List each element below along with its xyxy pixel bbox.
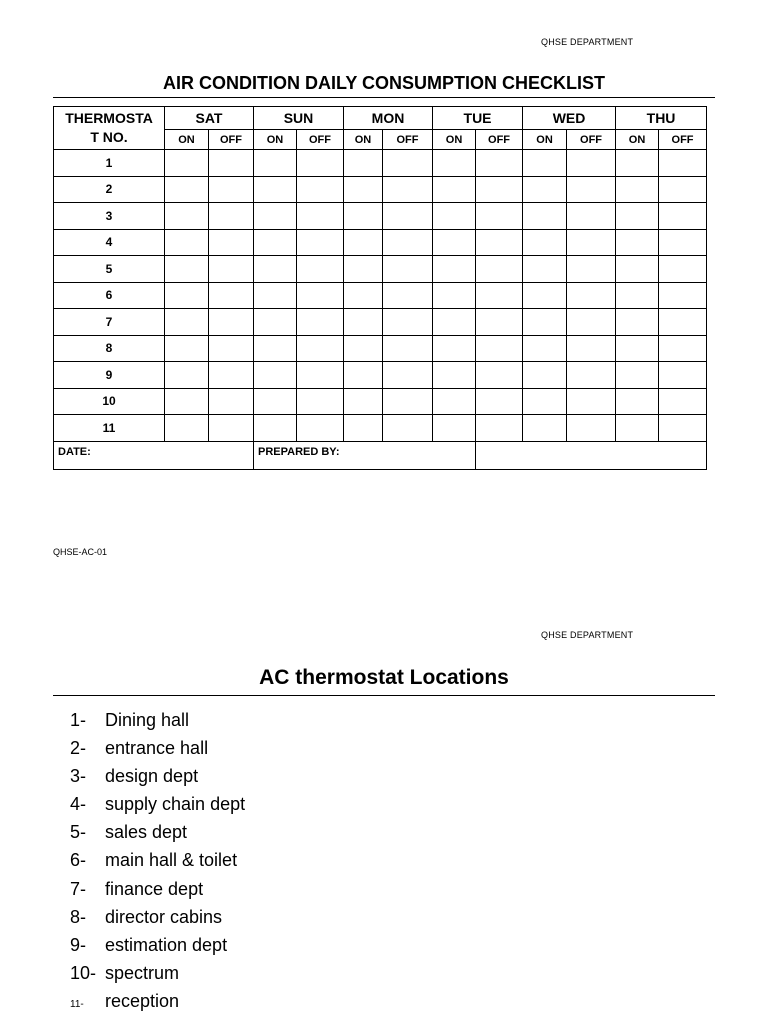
location-number: 10- (70, 962, 97, 983)
check-cell[interactable] (383, 150, 433, 177)
check-cell[interactable] (254, 150, 297, 177)
check-cell[interactable] (567, 415, 616, 442)
check-cell[interactable] (344, 256, 383, 283)
check-cell[interactable] (209, 282, 254, 309)
check-cell[interactable] (165, 309, 209, 336)
check-cell[interactable] (433, 229, 476, 256)
location-number: 8- (70, 906, 87, 927)
day-header-sun: SUN (254, 107, 344, 130)
department-label-2: QHSE DEPARTMENT (541, 630, 634, 640)
location-name: reception (105, 990, 180, 1011)
check-cell[interactable] (297, 388, 344, 415)
table-row (54, 362, 707, 389)
check-cell[interactable] (297, 150, 344, 177)
check-cell[interactable] (254, 176, 297, 203)
prepared-by-field[interactable] (254, 441, 476, 469)
check-cell[interactable] (383, 282, 433, 309)
check-cell[interactable] (344, 176, 383, 203)
date-label: DATE: (58, 445, 91, 458)
check-cell[interactable] (297, 335, 344, 362)
check-cell[interactable] (616, 415, 659, 442)
check-cell[interactable] (297, 362, 344, 389)
check-cell[interactable] (383, 256, 433, 283)
check-cell[interactable] (165, 388, 209, 415)
thermostat-number-cell: 3 (54, 203, 165, 230)
check-cell[interactable] (659, 256, 707, 283)
checklist-body (54, 150, 707, 442)
check-cell[interactable] (344, 229, 383, 256)
check-cell[interactable] (209, 335, 254, 362)
checklist-title: AIR CONDITION DAILY CONSUMPTION CHECKLIST (162, 73, 606, 93)
check-cell[interactable] (383, 176, 433, 203)
check-cell[interactable] (209, 309, 254, 336)
location-number: 9- (70, 934, 87, 955)
location-number: 11- (70, 998, 84, 1010)
check-cell[interactable] (476, 176, 523, 203)
check-cell[interactable] (659, 362, 707, 389)
thermostat-number-cell: 7 (54, 309, 165, 336)
check-cell[interactable] (209, 256, 254, 283)
location-number: 6- (70, 850, 87, 871)
check-cell[interactable] (659, 282, 707, 309)
check-cell[interactable] (523, 176, 567, 203)
check-cell[interactable] (567, 150, 616, 177)
list-item (70, 764, 245, 792)
check-cell[interactable] (383, 388, 433, 415)
location-number: 5- (70, 822, 87, 843)
check-cell[interactable] (209, 388, 254, 415)
location-name: main hall & toilet (105, 850, 238, 871)
check-cell[interactable] (476, 150, 523, 177)
check-cell[interactable] (383, 203, 433, 230)
check-cell[interactable] (616, 229, 659, 256)
check-cell[interactable] (659, 415, 707, 442)
check-cell[interactable] (344, 150, 383, 177)
check-cell[interactable] (476, 282, 523, 309)
signature-field[interactable] (476, 441, 707, 469)
on-header-wed: ON (523, 130, 567, 150)
check-cell[interactable] (476, 415, 523, 442)
date-field[interactable] (54, 441, 254, 469)
list-item (70, 736, 245, 764)
thermostat-number-header: THERMOSTA T NO. (54, 107, 165, 150)
location-number: 4- (70, 794, 87, 815)
check-cell[interactable] (567, 362, 616, 389)
location-number: 1- (70, 710, 87, 730)
list-item (70, 708, 245, 736)
list-item (70, 820, 245, 848)
check-cell[interactable] (297, 176, 344, 203)
check-cell[interactable] (165, 362, 209, 389)
check-cell[interactable] (616, 335, 659, 362)
check-cell[interactable] (254, 203, 297, 230)
check-cell[interactable] (433, 415, 476, 442)
check-cell[interactable] (297, 203, 344, 230)
check-cell[interactable] (297, 229, 344, 256)
check-cell[interactable] (344, 362, 383, 389)
check-cell[interactable] (297, 415, 344, 442)
title-rule (53, 97, 715, 98)
table-row (54, 203, 707, 230)
location-name: entrance hall (105, 738, 209, 759)
check-cell[interactable] (476, 362, 523, 389)
check-cell[interactable] (476, 203, 523, 230)
off-header-sat: OFF (209, 130, 254, 150)
list-item (70, 905, 245, 933)
check-cell[interactable] (383, 229, 433, 256)
check-cell[interactable] (433, 362, 476, 389)
check-cell[interactable] (476, 388, 523, 415)
check-cell[interactable] (523, 309, 567, 336)
table-row (54, 256, 707, 283)
day-header-wed: WED (523, 107, 616, 130)
check-cell[interactable] (433, 176, 476, 203)
check-cell[interactable] (659, 176, 707, 203)
check-cell[interactable] (567, 282, 616, 309)
off-header-sun: OFF (297, 130, 344, 150)
on-header-tue: ON (433, 130, 476, 150)
location-number: 2- (70, 738, 87, 759)
on-header-mon: ON (344, 130, 383, 150)
table-row (54, 176, 707, 203)
check-cell[interactable] (659, 309, 707, 336)
day-header-thu: THU (616, 107, 707, 130)
check-cell[interactable] (659, 229, 707, 256)
off-header-mon: OFF (383, 130, 433, 150)
check-cell[interactable] (523, 229, 567, 256)
list-item (70, 933, 245, 961)
thermostat-number-cell: 1 (54, 150, 165, 177)
table-row (54, 415, 707, 442)
check-cell[interactable] (659, 203, 707, 230)
day-header-tue: TUE (433, 107, 523, 130)
thermostat-number-cell: 10 (54, 388, 165, 415)
check-cell[interactable] (165, 176, 209, 203)
check-cell[interactable] (433, 388, 476, 415)
list-item (70, 848, 245, 876)
check-cell[interactable] (567, 176, 616, 203)
off-header-wed: OFF (567, 130, 616, 150)
thermostat-number-cell: 8 (54, 335, 165, 362)
table-row (54, 282, 707, 309)
thermostat-number-cell: 2 (54, 176, 165, 203)
check-cell[interactable] (567, 309, 616, 336)
check-cell[interactable] (209, 229, 254, 256)
check-cell[interactable] (523, 150, 567, 177)
location-number: 7- (70, 878, 87, 899)
check-cell[interactable] (254, 309, 297, 336)
check-cell[interactable] (209, 150, 254, 177)
off-header-thu: OFF (659, 130, 707, 150)
check-cell[interactable] (344, 282, 383, 309)
check-cell[interactable] (297, 282, 344, 309)
check-cell[interactable] (476, 229, 523, 256)
on-header-thu: ON (616, 130, 659, 150)
check-cell[interactable] (165, 415, 209, 442)
check-cell[interactable] (344, 203, 383, 230)
check-cell[interactable] (567, 229, 616, 256)
check-cell[interactable] (165, 335, 209, 362)
check-cell[interactable] (209, 176, 254, 203)
check-cell[interactable] (254, 229, 297, 256)
location-name: sales dept (105, 822, 188, 843)
check-cell[interactable] (523, 282, 567, 309)
check-cell[interactable] (567, 388, 616, 415)
check-cell[interactable] (523, 256, 567, 283)
check-cell[interactable] (523, 203, 567, 230)
check-cell[interactable] (165, 229, 209, 256)
check-cell[interactable] (165, 203, 209, 230)
check-cell[interactable] (433, 309, 476, 336)
location-name: director cabins (105, 906, 223, 927)
on-header-sun: ON (254, 130, 297, 150)
thermostat-number-cell: 4 (54, 229, 165, 256)
check-cell[interactable] (433, 203, 476, 230)
footer-row (54, 441, 707, 469)
check-cell[interactable] (616, 203, 659, 230)
check-cell[interactable] (383, 362, 433, 389)
check-cell[interactable] (344, 335, 383, 362)
check-cell[interactable] (433, 282, 476, 309)
locations-title: AC thermostat Locations (259, 666, 509, 689)
check-cell[interactable] (659, 150, 707, 177)
consumption-checklist-table (53, 106, 707, 470)
table-row (54, 388, 707, 415)
check-cell[interactable] (297, 256, 344, 283)
check-cell[interactable] (254, 335, 297, 362)
prepared-by-label: PREPARED BY: (258, 445, 340, 458)
locations-title-rule (53, 695, 715, 696)
location-name: Dining hall (105, 710, 190, 730)
check-cell[interactable] (523, 362, 567, 389)
check-cell[interactable] (616, 282, 659, 309)
location-name: supply chain dept (105, 794, 246, 815)
check-cell[interactable] (567, 256, 616, 283)
thermostat-locations-list (70, 708, 245, 1017)
table-row (54, 309, 707, 336)
check-cell[interactable] (297, 309, 344, 336)
check-cell[interactable] (523, 335, 567, 362)
check-cell[interactable] (476, 256, 523, 283)
check-cell[interactable] (616, 176, 659, 203)
location-name: estimation dept (105, 934, 228, 955)
check-cell[interactable] (383, 309, 433, 336)
check-cell[interactable] (616, 388, 659, 415)
day-header-mon: MON (344, 107, 433, 130)
location-name: finance dept (105, 878, 204, 899)
table-row (54, 229, 707, 256)
check-cell[interactable] (616, 362, 659, 389)
check-cell[interactable] (254, 362, 297, 389)
on-header-sat: ON (165, 130, 209, 150)
check-cell[interactable] (209, 203, 254, 230)
check-cell[interactable] (254, 256, 297, 283)
check-cell[interactable] (165, 282, 209, 309)
list-item (70, 961, 245, 989)
check-cell[interactable] (254, 388, 297, 415)
check-cell[interactable] (209, 415, 254, 442)
check-cell[interactable] (523, 415, 567, 442)
check-cell[interactable] (383, 335, 433, 362)
table-row (54, 150, 707, 177)
location-name: spectrum (105, 962, 180, 983)
check-cell[interactable] (659, 335, 707, 362)
check-cell[interactable] (344, 388, 383, 415)
off-header-tue: OFF (476, 130, 523, 150)
thermostat-number-cell: 6 (54, 282, 165, 309)
location-name: design dept (105, 766, 199, 787)
list-item (70, 792, 245, 820)
check-cell[interactable] (254, 415, 297, 442)
check-cell[interactable] (523, 388, 567, 415)
location-number: 3- (70, 766, 87, 787)
check-cell[interactable] (383, 415, 433, 442)
check-cell[interactable] (659, 388, 707, 415)
check-cell[interactable] (476, 309, 523, 336)
department-label: QHSE DEPARTMENT (541, 37, 634, 47)
list-item (70, 989, 245, 1017)
check-cell[interactable] (344, 415, 383, 442)
form-code: QHSE-AC-01 (53, 547, 108, 557)
check-cell[interactable] (616, 309, 659, 336)
check-cell[interactable] (616, 256, 659, 283)
day-header-sat: SAT (165, 107, 254, 130)
check-cell[interactable] (165, 256, 209, 283)
thermostat-number-cell: 5 (54, 256, 165, 283)
check-cell[interactable] (567, 203, 616, 230)
check-cell[interactable] (344, 309, 383, 336)
check-cell[interactable] (433, 150, 476, 177)
check-cell[interactable] (433, 335, 476, 362)
list-item (70, 877, 245, 905)
check-cell[interactable] (476, 335, 523, 362)
check-cell[interactable] (254, 282, 297, 309)
check-cell[interactable] (616, 150, 659, 177)
thermostat-number-cell: 11 (54, 415, 165, 442)
thermostat-number-cell: 9 (54, 362, 165, 389)
check-cell[interactable] (433, 256, 476, 283)
check-cell[interactable] (567, 335, 616, 362)
check-cell[interactable] (165, 150, 209, 177)
table-row (54, 335, 707, 362)
check-cell[interactable] (209, 362, 254, 389)
